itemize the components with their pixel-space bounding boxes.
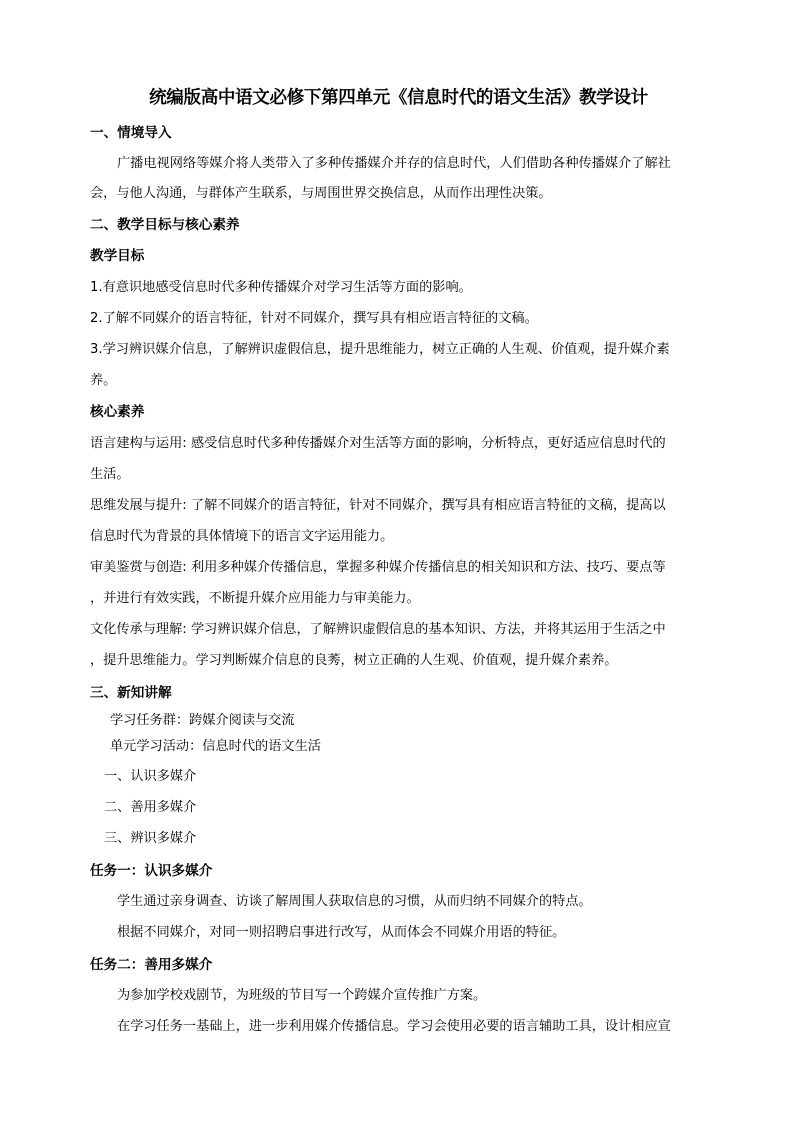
task1-paragraph-1: 学生通过亲身调查、访谈了解周围人获取信息的习惯，从而归纳不同媒介的特点。 bbox=[117, 894, 592, 909]
section-heading-goals: 二、教学目标与核心素养 bbox=[90, 217, 240, 233]
core-item-3: 审美鉴赏与创造: 利用多种媒介传播信息，掌握多种媒介传播信息的相关知识和方法、技巧、要点等 bbox=[90, 560, 666, 575]
core-item-3-cont: ，并进行有效实践，不断提升媒介应用能力与审美能力。 bbox=[90, 591, 420, 606]
unit-activity-line: 单元学习活动：信息时代的语文生活 bbox=[110, 739, 321, 754]
task1-paragraph-2: 根据不同媒介，对同一则招聘启事进行改写，从而体会不同媒介用语的特征。 bbox=[117, 925, 566, 940]
subheading-teaching-goals: 教学目标 bbox=[90, 248, 145, 264]
task-group-line: 学习任务群：跨媒介阅读与交流 bbox=[110, 713, 295, 728]
section-heading-intro: 一、情境导入 bbox=[90, 125, 172, 141]
task2-paragraph-1: 为参加学校戏剧节，为班级的节目写一个跨媒介宣传推广方案。 bbox=[117, 988, 487, 1003]
task2-heading: 任务二：善用多媒介 bbox=[90, 957, 213, 973]
outline-item-3: 三、辨识多媒介 bbox=[104, 831, 197, 846]
core-item-1-cont: 生活。 bbox=[90, 467, 130, 482]
goal-item-2: 2.了解不同媒介的语言特征，针对不同媒介，撰写具有相应语言特征的文稿。 bbox=[90, 311, 538, 326]
goal-item-1: 1.有意识地感受信息时代多种传播媒介对学习生活等方面的影响。 bbox=[90, 280, 472, 295]
section-heading-new-knowledge: 三、新知讲解 bbox=[90, 685, 172, 701]
outline-item-2: 二、善用多媒介 bbox=[104, 800, 197, 815]
core-item-2-cont: 信息时代为背景的具体情境下的语言文字运用能力。 bbox=[90, 529, 394, 544]
paragraph-line: 会，与他人沟通，与群体产生联系，与周围世界交换信息，从而作出理性决策。 bbox=[90, 186, 552, 201]
core-item-4-cont: ，提升思维能力。学习判断媒介信息的良莠，树立正确的人生观、价值观，提升媒介素养。 bbox=[90, 653, 618, 668]
core-item-1: 语言建构与运用: 感受信息时代多种传播媒介对生活等方面的影响，分析特点，更好适应信息时代的 bbox=[90, 436, 666, 451]
core-item-4: 文化传承与理解: 学习辨识媒介信息，了解辨识虚假信息的基本知识、方法，并将其运用于生活之中 bbox=[90, 622, 666, 637]
subheading-core-literacy: 核心素养 bbox=[90, 404, 145, 420]
document-title: 统编版高中语文必修下第四单元《信息时代的语文生活》教学设计 bbox=[149, 88, 648, 108]
task2-paragraph-2: 在学习任务一基础上，进一步利用媒介传播信息。学习会使用必要的语言辅助工具，设计相应宣 bbox=[117, 1019, 671, 1034]
task1-heading: 任务一：认识多媒介 bbox=[90, 863, 213, 879]
outline-item-1: 一、认识多媒介 bbox=[104, 769, 197, 784]
paragraph-line: 广播电视网络等媒介将人类带入了多种传播媒介并存的信息时代，人们借助各种传播媒介了解社 bbox=[117, 156, 671, 171]
goal-item-3-cont: 养。 bbox=[90, 373, 117, 388]
core-item-2: 思维发展与提升: 了解不同媒介的语言特征，针对不同媒介，撰写具有相应语言特征的文稿，提高以 bbox=[90, 498, 666, 513]
goal-item-3: 3.学习辨识媒介信息，了解辨识虚假信息，提升思维能力，树立正确的人生观、价值观，提升媒介素 bbox=[90, 342, 670, 357]
